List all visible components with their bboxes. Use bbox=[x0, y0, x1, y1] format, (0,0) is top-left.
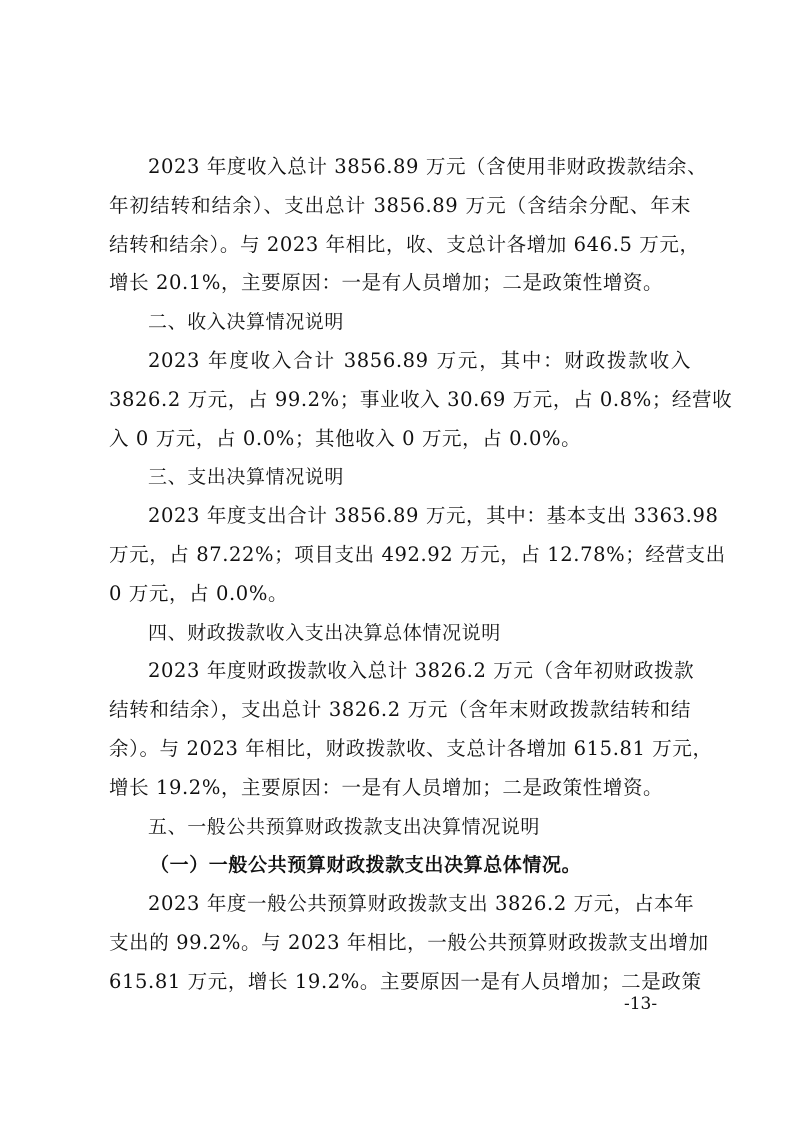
section-5-line-3: 615.81 万元，增长 19.2%。主要原因一是有人员增加；二是政策 bbox=[109, 969, 702, 993]
section-5-subheading: （一）一般公共预算财政拨款支出决算总体情况。 bbox=[150, 854, 582, 877]
section-4-line-1: 2023 年度财政拨款收入总计 3826.2 万元（含年初财政拨款 bbox=[148, 659, 695, 683]
summary-line-3: 结转和结余）。与 2023 年相比，收、支总计各增加 646.5 万元， bbox=[109, 232, 700, 256]
section-4-line-3: 余）。与 2023 年相比，财政拨款收、支总计各增加 615.81 万元， bbox=[109, 736, 713, 760]
section-3-line-1: 2023 年度支出合计 3856.89 万元，其中：基本支出 3363.98 bbox=[148, 504, 719, 528]
section-5-line-2: 支出的 99.2%。与 2023 年相比，一般公共预算财政拨款支出增加 bbox=[109, 930, 709, 954]
section-5-line-1: 2023 年度一般公共预算财政拨款支出 3826.2 万元，占本年 bbox=[148, 892, 695, 916]
section-5-heading: 五、一般公共预算财政拨款支出决算情况说明 bbox=[148, 815, 541, 838]
section-3-heading: 三、支出决算情况说明 bbox=[148, 466, 345, 489]
page-body bbox=[109, 148, 733, 1002]
section-4-line-2: 结转和结余），支出总计 3826.2 万元（含年末财政拨款结转和结 bbox=[109, 698, 691, 722]
summary-line-4: 增长 20.1%，主要原因：一是有人员增加；二是政策性增资。 bbox=[109, 271, 664, 295]
section-4-heading: 四、财政拨款收入支出决算总体情况说明 bbox=[148, 621, 501, 644]
section-2-line-2: 3826.2 万元，占 99.2%；事业收入 30.69 万元，占 0.8%；经营收 bbox=[109, 387, 733, 411]
section-3-line-3: 0 万元，占 0.0%。 bbox=[109, 581, 289, 605]
page-number: -13- bbox=[624, 994, 658, 1014]
summary-line-2: 年初结转和结余）、支出总计 3856.89 万元（含结余分配、年末 bbox=[109, 193, 691, 217]
section-2-heading: 二、收入决算情况说明 bbox=[148, 311, 345, 334]
section-3-line-2: 万元，占 87.22%；项目支出 492.92 万元，占 12.78%；经营支出 bbox=[109, 542, 726, 566]
section-2-line-1: 2023 年度收入合计 3856.89 万元，其中：财政拨款收入 bbox=[148, 348, 691, 372]
section-2-line-3: 入 0 万元，占 0.0%；其他收入 0 万元，占 0.0%。 bbox=[109, 426, 582, 450]
summary-line-1: 2023 年度收入总计 3856.89 万元（含使用非财政拨款结余、 bbox=[148, 155, 708, 178]
section-4-line-4: 增长 19.2%，主要原因：一是有人员增加；二是政策性增资。 bbox=[109, 775, 664, 799]
